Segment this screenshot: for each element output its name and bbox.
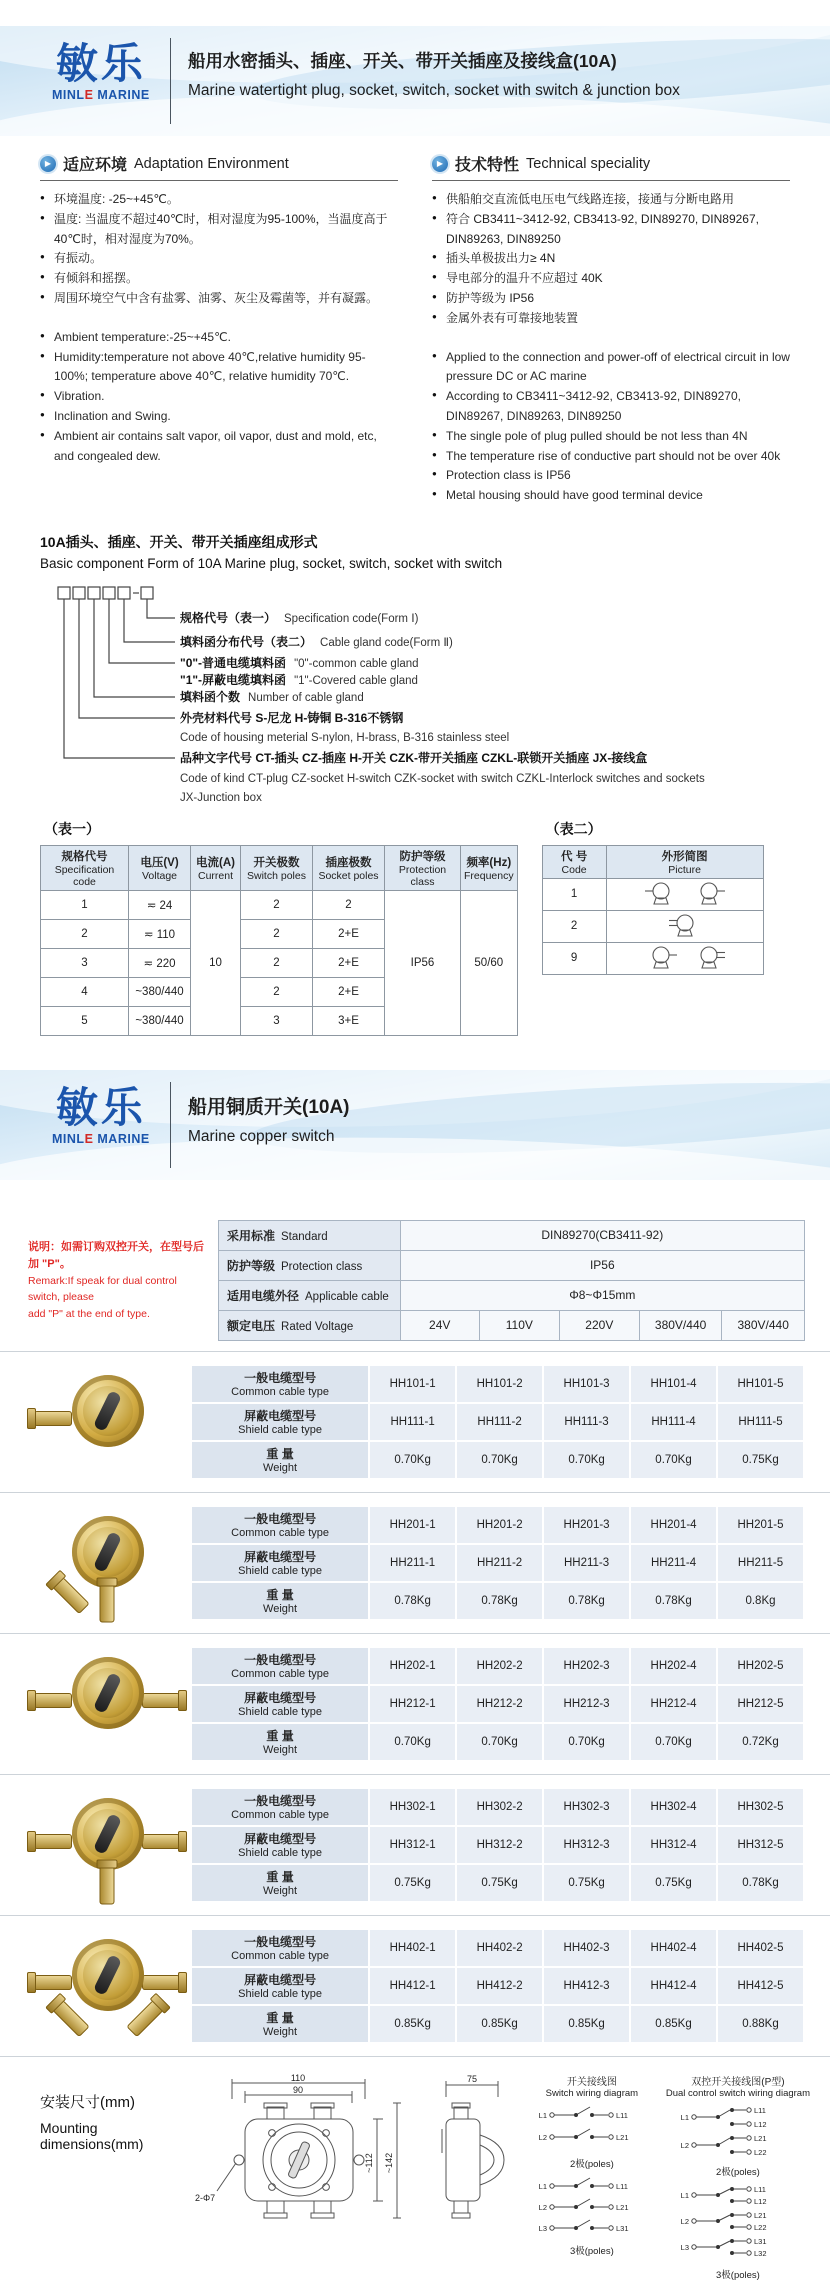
svg-text:L11: L11 [753, 2184, 766, 2194]
table-row: 额定电压 Rated Voltage 24V 110V 220V 380V/440 380V/440 [219, 1310, 805, 1340]
section-heading [40, 152, 398, 181]
col-header: 防护等级 Protection class [385, 845, 461, 890]
table-row: 4 ~380/440 2 2+E [41, 977, 518, 1006]
mounting-dimensions-section [40, 2073, 810, 2285]
bullet-item: ● 防护等级为 IP56 [432, 289, 790, 309]
section-title-en: Marine copper switch [188, 1127, 335, 1145]
header-banner [0, 26, 830, 136]
dual-switch-wiring-diagrams: 双控开关接线图(P型) Dual control switch wiring diagram L1 L11 L12 L2 L21 L22 2极(poles) L1 L11 L12 L2 L21 L22 L3 L31 L32 3极(poles) [665, 2076, 810, 2281]
heading-cn: 适应环境 [63, 157, 128, 174]
bullet-item: ● Ambient temperature:-25~+45℃. [40, 328, 398, 348]
svg-text:L21: L21 [615, 2202, 629, 2212]
svg-text:L2: L2 [538, 2202, 547, 2212]
svg-text:110: 110 [290, 2072, 306, 2083]
code-label: 外壳材料代号 S-尼龙 H-铸铜 B-316不锈钢 [180, 710, 404, 725]
code-label: 品种文字代号 CT-插头 CZ-插座 H-开关 CZK-带开关插座 CZKL-联锁开关插座 JX-接线盒 [180, 750, 648, 765]
banner-titles [188, 48, 680, 100]
product-table: 一般电缆型号 Common cable type HH101-1 HH101-2 HH101-3 HH101-4 HH101-5 屏蔽电缆型号 Shield cable type HH111-1 HH111-2 HH111-3 HH111-4 HH111-5 重 量 Weight 0.70Kg 0.70Kg 0.70Kg 0.70Kg 0.75Kg [190, 1364, 805, 1480]
table-row: 1 ≂ 24 10 2 2 IP56 50/60 [41, 890, 518, 919]
product-image [20, 1363, 190, 1481]
product-row-hh202 [0, 1633, 830, 1774]
code-label: 填料函个数 Number of cable gland [180, 689, 364, 704]
svg-text:L12: L12 [753, 2196, 767, 2206]
intro-columns [40, 152, 790, 506]
code-structure-diagram [40, 585, 790, 809]
svg-text:L2: L2 [680, 2140, 689, 2150]
svg-text:L12: L12 [753, 2119, 767, 2129]
product-row-hh101 [0, 1351, 830, 1492]
technical-speciality-section [432, 152, 790, 506]
table-row: 2 ≂ 110 2 2+E [41, 919, 518, 948]
logo-chinese-text: 敏乐 [55, 40, 146, 87]
code-label: 规格代号（表一） Specification code(Form Ⅰ) [180, 610, 419, 625]
col-header: 电压(V) Voltage [129, 845, 191, 890]
table-row: 2 [542, 910, 763, 942]
banner-divider [170, 38, 171, 124]
product-image [20, 1645, 190, 1763]
product-table: 一般电缆型号 Common cable type HH402-1 HH402-2 HH402-3 HH402-4 HH402-5 屏蔽电缆型号 Shield cable type HH412-1 HH412-2 HH412-3 HH412-4 HH412-5 重 量 Weight 0.85Kg 0.85Kg 0.85Kg 0.85Kg 0.88Kg [190, 1928, 805, 2044]
bullet-item: ● Ambient air contains salt vapor, oil vapor, dust and mold, etc, and congealed dew. [40, 427, 398, 467]
col-header: 插座极数 Socket poles [313, 845, 385, 890]
wiring-2pole [528, 2101, 656, 2151]
logo-english-text: MINLE MARINE [52, 1132, 150, 1147]
company-logo [52, 42, 150, 102]
bullet-item: ● Humidity:temperature not above 40℃,relative humidity 95-100%; temperature above 40℃, relative humidity 70℃. [40, 348, 398, 388]
svg-text:L22: L22 [753, 2147, 767, 2157]
col-header: 代 号 Code [542, 845, 606, 878]
svg-text:L21: L21 [753, 2133, 767, 2143]
bullet-item: ● 温度: 当温度不超过40℃时，相对湿度为95-100%，当温度高于40℃时，相对湿度为70%。 [40, 210, 398, 250]
form1-caption: （表一） [44, 820, 100, 837]
gland-right-icon [692, 881, 726, 908]
bullet-item: ● 有倾斜和摇摆。 [40, 269, 398, 289]
adaptation-environment-section [40, 152, 398, 506]
heading-en: Adaptation Environment [134, 155, 289, 172]
adaptation-items-en [40, 328, 398, 467]
svg-text:L2: L2 [680, 2216, 689, 2226]
svg-text:L3: L3 [538, 2223, 547, 2233]
outline-picture-cell [606, 942, 763, 974]
order-remark: 说明：如需订购双控开关，在型号后加 "P"。 Remark:If speak for dual control switch, please add "P" at the end of type. [28, 1241, 204, 1320]
dual-wiring-2pole [668, 2101, 808, 2159]
table-row: 1 [542, 878, 763, 910]
section-title-cn: 船用铜质开关(10A) [188, 1096, 350, 1118]
component-form-title-en: Basic component Form of 10A Marine plug, socket, switch, socket with switch [40, 555, 503, 571]
svg-text:L3: L3 [680, 2242, 689, 2252]
form-tables [40, 819, 802, 1036]
component-form-title-cn: 10A插头、插座、开关、带开关插座组成形式 [40, 533, 318, 550]
table-row: 9 [542, 942, 763, 974]
outline-picture-cell [606, 878, 763, 910]
bullet-item: ● Applied to the connection and power-off of electrical circuit in low pressure DC or AC marine [432, 348, 790, 388]
bullet-item: ● 导电部分的温升不应超过 40K [432, 269, 790, 289]
form2-block [542, 819, 764, 975]
bullet-item: ● Inclination and Swing. [40, 407, 398, 427]
page-title-cn: 船用水密插头、插座、开关、带开关插座及接线盒(10A) [188, 51, 617, 71]
bullet-item: ● Vibration. [40, 387, 398, 407]
logo-chinese-text: 敏乐 [55, 1083, 146, 1131]
table-row: 3 ≂ 220 2 2+E [41, 948, 518, 977]
svg-text:L21: L21 [615, 2132, 629, 2142]
svg-text:L11: L11 [615, 2110, 628, 2120]
frequency-merged-cell: 50/60 [461, 890, 518, 1035]
table-row: 适用电缆外径 Applicable cable Φ8~Φ15mm [219, 1280, 805, 1310]
product-list [0, 1351, 830, 2057]
bullet-item: ● 有振动。 [40, 249, 398, 269]
bullet-item: ● Protection class is IP56 [432, 466, 790, 486]
product-row-hh402 [0, 1915, 830, 2056]
svg-text:L2: L2 [538, 2132, 547, 2142]
svg-text:90: 90 [292, 2084, 303, 2095]
technical-items-cn [432, 190, 790, 329]
page-title-en: Marine watertight plug, socket, switch, socket with switch & junction box [188, 82, 680, 99]
svg-text:L21: L21 [753, 2210, 767, 2220]
product-table: 一般电缆型号 Common cable type HH202-1 HH202-2 HH202-3 HH202-4 HH202-5 屏蔽电缆型号 Shield cable type HH212-1 HH212-2 HH212-3 HH212-4 HH212-5 重 量 Weight 0.70Kg 0.70Kg 0.70Kg 0.70Kg 0.72Kg [190, 1646, 805, 1762]
switch-wiring-diagrams: 开关接线图 Switch wiring diagram L1 L11 L2 L21 2极(poles) L1 L11 L2 L21 L3 L31 3极(poles) [528, 2073, 656, 2261]
svg-text:L31: L31 [615, 2223, 629, 2233]
banner-divider [170, 1082, 171, 1168]
svg-text:L1: L1 [538, 2110, 547, 2120]
form1-table [40, 845, 518, 1036]
gland-right-icon [644, 945, 678, 972]
table-row: 5 ~380/440 3 3+E [41, 1006, 518, 1035]
section-heading [432, 152, 790, 181]
code-label: Code of kind CT-plug CZ-socket H-switch CZK-socket with switch CZKL-Interlock switches and sockets [180, 772, 705, 785]
table-row: 防护等级 Protection class IP56 [219, 1250, 805, 1280]
logo-english-text: MINLE MARINE [52, 88, 150, 103]
bullet-item: ● The single pole of plug pulled should be not less than 4N [432, 427, 790, 447]
product-row-hh201 [0, 1492, 830, 1633]
product-image [20, 1504, 190, 1622]
heading-en: Technical speciality [526, 155, 651, 172]
wiring-3pole [528, 2174, 656, 2238]
bullet-item: ● According to CB3411~3412-92, CB3413-92, DIN89270, DIN89267, DIN89263, DIN89250 [432, 387, 790, 427]
banner-titles [188, 1092, 350, 1146]
svg-text:L1: L1 [538, 2181, 547, 2191]
col-header: 外形简图 Picture [606, 845, 763, 878]
spec-section [28, 1220, 805, 1341]
svg-text:75: 75 [466, 2073, 477, 2084]
product-row-hh302 [0, 1774, 830, 1915]
bullet-item: ● 供船舶交直流低电压电气线路连接，接通与分断电路用 [432, 190, 790, 210]
svg-text:L32: L32 [753, 2248, 767, 2258]
section-banner [0, 1070, 830, 1180]
bullet-item: ● 符合 CB3411~3412-92, CB3413-92, DIN89270, DIN89267, DIN89263, DIN89250 [432, 210, 790, 250]
play-icon: ▶ [432, 156, 448, 172]
svg-text:L11: L11 [615, 2181, 628, 2191]
gland-double-left-icon [668, 913, 702, 940]
svg-text:L11: L11 [753, 2105, 766, 2115]
col-header: 开关极数 Switch poles [241, 845, 313, 890]
protection-merged-cell: IP56 [385, 890, 461, 1035]
col-header: 频率(Hz) Frequency [461, 845, 518, 890]
form2-table [542, 845, 764, 975]
table-row: 采用标准 Standard DIN89270(CB3411-92) [219, 1220, 805, 1250]
product-table: 一般电缆型号 Common cable type HH302-1 HH302-2 HH302-3 HH302-4 HH302-5 屏蔽电缆型号 Shield cable type HH312-1 HH312-2 HH312-3 HH312-4 HH312-5 重 量 Weight 0.75Kg 0.75Kg 0.75Kg 0.75Kg 0.78Kg [190, 1787, 805, 1903]
svg-text:L22: L22 [753, 2222, 767, 2232]
gland-double-right-icon [692, 945, 726, 972]
code-label: "0"-普通电缆填料函 "0"-common cable gland [180, 655, 419, 670]
technical-items-en [432, 348, 790, 506]
dual-wiring-3pole [668, 2182, 808, 2262]
svg-text:~142: ~142 [383, 2152, 394, 2174]
spec-table [218, 1220, 805, 1341]
bullet-item: ● Metal housing should have good terminal device [432, 486, 790, 506]
col-header: 电流(A) Current [191, 845, 241, 890]
bullet-item: ● 周围环境空气中含有盐雾、油雾、灰尘及霉菌等，并有凝露。 [40, 289, 398, 309]
bullet-item: ● 金属外表有可靠接地装置 [432, 309, 790, 329]
product-image [20, 1927, 190, 2045]
code-label: 填料函分布代号（表二） Cable gland code(Form Ⅱ) [180, 634, 453, 649]
gland-left-icon [644, 881, 678, 908]
product-image [20, 1786, 190, 1904]
adaptation-items-cn [40, 190, 398, 309]
component-form-section [40, 532, 790, 809]
current-merged-cell: 10 [191, 890, 241, 1035]
form1-block [40, 819, 518, 1036]
svg-text:2-Φ7: 2-Φ7 [194, 2192, 216, 2203]
bullet-item: ● 环境温度: -25~+45℃。 [40, 190, 398, 210]
code-label: JX-Junction box [180, 791, 262, 804]
company-logo [52, 1083, 150, 1147]
svg-text:L1: L1 [680, 2112, 689, 2122]
play-icon: ▶ [40, 156, 56, 172]
bullet-item: ● 插头单极拔出力≥ 4N [432, 249, 790, 269]
svg-text:L31: L31 [753, 2236, 767, 2246]
bullet-item: ● The temperature rise of conductive part should not be over 40k [432, 447, 790, 467]
svg-text:~112: ~112 [363, 2153, 374, 2173]
mounting-title: 安装尺寸(mm) Mounting dimensions(mm) [40, 2093, 144, 2152]
product-table: 一般电缆型号 Common cable type HH201-1 HH201-2 HH201-3 HH201-4 HH201-5 屏蔽电缆型号 Shield cable type HH211-1 HH211-2 HH211-3 HH211-4 HH211-5 重 量 Weight 0.78Kg 0.78Kg 0.78Kg 0.78Kg 0.8Kg [190, 1505, 805, 1621]
outline-picture-cell [606, 910, 763, 942]
form2-caption: （表二） [545, 820, 602, 837]
code-label: Code of housing meterial S-nylon, H-brass, B-316 stainless steel [180, 731, 510, 744]
code-label: "1"-屏蔽电缆填料函 "1"-Covered cable gland [180, 672, 418, 687]
heading-cn: 技术特性 [455, 157, 520, 174]
svg-text:L1: L1 [680, 2190, 689, 2200]
col-header: 规格代号 Specification code [41, 845, 129, 890]
